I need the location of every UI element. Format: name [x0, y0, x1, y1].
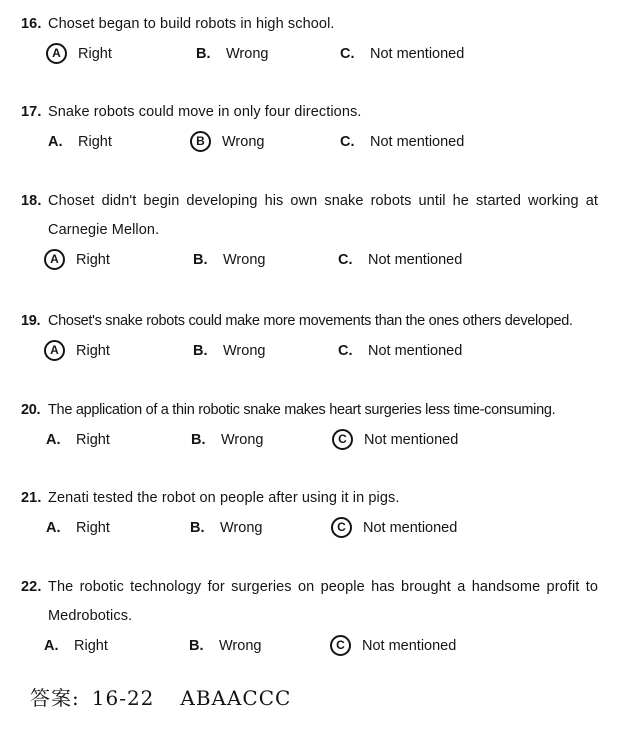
option-b[interactable] — [190, 127, 264, 157]
option-letter: A. — [46, 520, 61, 536]
option-label: Right — [74, 638, 108, 654]
option-label: Wrong — [223, 252, 266, 268]
question-number: 20. — [21, 402, 41, 418]
option-c[interactable] — [330, 631, 456, 661]
option-letter: C. — [338, 252, 353, 268]
option-label: Right — [76, 432, 110, 448]
option-letter: B. — [193, 252, 208, 268]
question-stem — [0, 484, 620, 513]
question-stem — [0, 396, 620, 425]
selected-option-circle: A — [44, 249, 65, 270]
question-stem — [0, 187, 620, 245]
question-text: Zenati tested the robot on people after using it in pigs. — [48, 490, 400, 506]
option-letter: A. — [48, 134, 63, 150]
option-b[interactable] — [193, 245, 265, 275]
question-text: Choset began to build robots in high school. — [48, 16, 335, 32]
option-c[interactable] — [340, 39, 464, 69]
option-letter: B. — [189, 638, 204, 654]
options-row — [0, 245, 620, 275]
option-c[interactable] — [340, 127, 464, 157]
option-a[interactable] — [46, 513, 110, 543]
option-label: Not mentioned — [370, 134, 465, 150]
question-number: 22. — [21, 579, 42, 595]
selected-option-circle: C — [332, 429, 353, 450]
option-label: Right — [78, 46, 112, 62]
selected-option-circle: C — [330, 635, 351, 656]
option-label: Not mentioned — [364, 432, 459, 448]
options-row — [0, 513, 620, 543]
question-22 — [0, 573, 620, 661]
question-text: The application of a thin robotic snake makes heart surgeries less time-consuming. — [48, 402, 556, 418]
option-label: Not mentioned — [368, 343, 463, 359]
question-text: Snake robots could move in only four directions. — [48, 104, 362, 120]
options-row — [0, 425, 620, 455]
option-label: Not mentioned — [362, 638, 457, 654]
selected-option-circle: B — [190, 131, 211, 152]
option-b[interactable] — [190, 513, 262, 543]
option-label: Wrong — [221, 432, 264, 448]
option-label: Wrong — [220, 520, 263, 536]
option-label: Wrong — [222, 134, 265, 150]
option-a[interactable] — [46, 39, 112, 69]
selected-option-circle: C — [331, 517, 352, 538]
option-letter: B. — [196, 46, 211, 62]
option-letter: A. — [46, 432, 61, 448]
question-stem — [0, 573, 620, 631]
question-19 — [0, 307, 620, 366]
option-letter: C. — [340, 46, 355, 62]
question-17 — [0, 98, 620, 157]
option-a[interactable] — [44, 336, 110, 366]
question-number: 21. — [21, 490, 42, 506]
answer-key-label: 答案: — [30, 686, 80, 710]
option-c[interactable] — [338, 245, 462, 275]
option-letter: B. — [191, 432, 206, 448]
option-c[interactable] — [338, 336, 462, 366]
option-a[interactable] — [46, 425, 110, 455]
selected-option-circle: A — [46, 43, 67, 64]
question-21 — [0, 484, 620, 543]
question-16 — [0, 10, 620, 69]
option-label: Right — [76, 520, 110, 536]
question-number: 16. — [21, 16, 42, 32]
question-text: Choset's snake robots could make more movements than the ones others developed. — [48, 313, 573, 329]
options-row — [0, 39, 620, 69]
answer-key — [30, 682, 291, 711]
option-label: Not mentioned — [368, 252, 463, 268]
question-number: 18. — [21, 193, 42, 209]
option-letter: C. — [338, 343, 353, 359]
option-a[interactable] — [48, 127, 112, 157]
answer-key-codes: ABAACCC — [180, 686, 292, 710]
option-b[interactable] — [193, 336, 265, 366]
options-row — [0, 127, 620, 157]
question-18 — [0, 187, 620, 275]
question-stem — [0, 307, 620, 336]
question-stem — [0, 98, 620, 127]
option-c[interactable] — [332, 425, 458, 455]
option-label: Not mentioned — [363, 520, 458, 536]
option-label: Right — [76, 343, 110, 359]
question-text: Choset didn't begin developing his own snake robots until he started working at Carnegie Mellon. — [48, 193, 598, 238]
option-letter: A. — [44, 638, 59, 654]
option-label: Wrong — [219, 638, 262, 654]
option-letter: C. — [340, 134, 355, 150]
option-b[interactable] — [196, 39, 268, 69]
selected-option-circle: A — [44, 340, 65, 361]
option-a[interactable] — [44, 245, 110, 275]
options-row — [0, 336, 620, 366]
option-label: Right — [78, 134, 112, 150]
option-label: Right — [76, 252, 110, 268]
question-text: The robotic technology for surgeries on people has brought a handsome profit to Medrobotics. — [48, 579, 598, 624]
option-c[interactable] — [331, 513, 457, 543]
option-b[interactable] — [189, 631, 261, 661]
option-label: Wrong — [223, 343, 266, 359]
question-20 — [0, 396, 620, 455]
option-b[interactable] — [191, 425, 263, 455]
question-stem — [0, 10, 620, 39]
option-a[interactable] — [44, 631, 108, 661]
option-label: Not mentioned — [370, 46, 465, 62]
option-letter: B. — [190, 520, 205, 536]
options-row — [0, 631, 620, 661]
option-letter: B. — [193, 343, 208, 359]
option-label: Wrong — [226, 46, 269, 62]
question-number: 17. — [21, 104, 42, 120]
question-number: 19. — [21, 313, 41, 329]
answer-key-range: 16-22 — [91, 686, 155, 710]
